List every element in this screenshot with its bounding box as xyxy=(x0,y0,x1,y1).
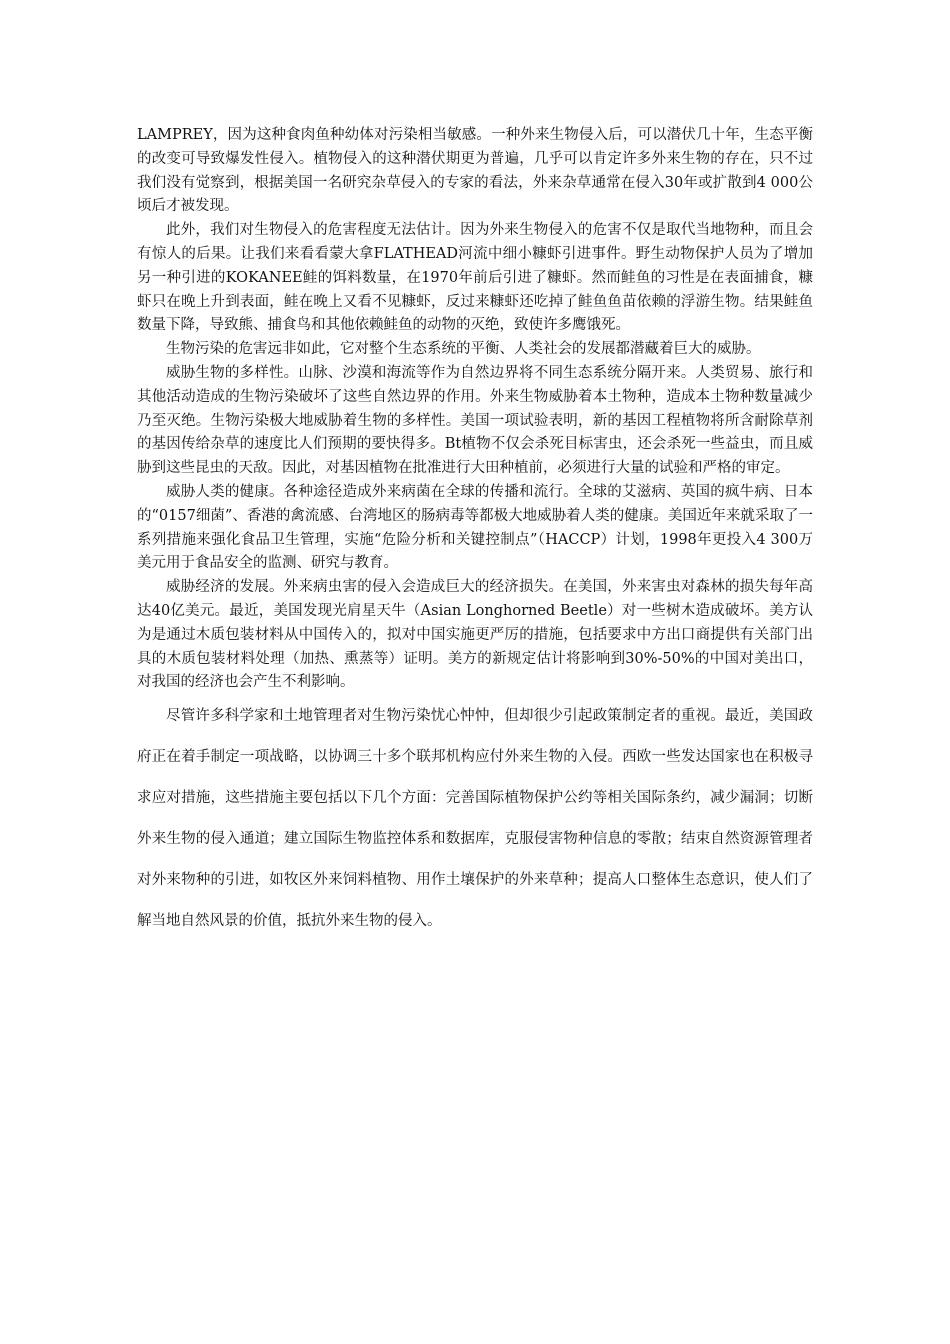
paragraph: 威胁人类的健康。各种途径造成外来病菌在全球的传播和流行。全球的艾滋病、英国的疯牛病、日本的“0157细菌”、香港的禽流感、台湾地区的肠病毒等都极大地威胁着人类的健康。美国近年来就采取了一系列措施来强化食品卫生管理，实施“危险分析和关键控制点”（HACCP）计划，1998年更投入4 300万美元用于食品安全的监测、研究与教育。 xyxy=(137,483,813,572)
paragraph: 此外，我们对生物侵入的危害程度无法估计。因为外来生物侵入的危害不仅是取代当地物种，而且会有惊人的后果。让我们来看看蒙大拿FLATHEAD河流中细小糠虾引进事件。野生动物保护人员为了增加另一种引进的KOKANEE鲑的饵料数量，在1970年前后引进了糠虾。然而鲑鱼的习性是在表面捕食，糠虾只在晚上升到表面，鲑在晚上又看不见糠虾，反过来糠虾还吃掉了鲑鱼鱼苗依赖的浮游生物。结果鲑鱼数量下降，导致熊、捕食鸟和其他依赖鲑鱼的动物的灭绝，致使许多鹰饿死。 xyxy=(137,222,813,334)
paragraph: 威胁经济的发展。外来病虫害的侵入会造成巨大的经济损失。在美国，外来害虫对森林的损失每年高达40亿美元。最近，美国发现光肩星天牛（Asian Longhorned Beetle）对一些树木造成破坏。美方认为是通过木质包装材料从中国传入的，拟对中国实施更严厉的措施，包括要求中方出口商提供有关部门出具的木质包装材料处理（加热、熏蒸等）证明。美方的新规定估计将影响到30%-50%的中国对美出口，对我国的经济也会产生不利影响。 xyxy=(137,579,813,691)
paragraph: 生物污染的危害远非如此，它对整个生态系统的平衡、人类社会的发展都潜藏着巨大的威胁。 xyxy=(166,341,761,358)
paragraph: 尽管许多科学家和土地管理者对生物污染忧心忡忡，但却很少引起政策制定者的重视。最近，美国政府正在着手制定一项战略，以协调三十多个联邦机构应付外来生物的入侵。西欧一些发达国家也在积极寻求应对措施，这些措施主要包括以下几个方面：完善国际植物保护公约等相关国际条约，减少漏洞；切断外来生物的侵入通道；建立国际生物监控体系和数据库，克服侵害物种信息的零散；结束自然资源管理者对外来物种的引进，如牧区外来饲料植物、用作土壤保护的外来草种；提高人口整体生态意识，使人们了解当地自然风景的价值，抵抗外来生物的侵入。 xyxy=(137,708,813,930)
paragraph: LAMPREY，因为这种食肉鱼种幼体对污染相当敏感。一种外来生物侵入后，可以潜伏几十年，生态平衡的改变可导致爆发性侵入。植物侵入的这种潜伏期更为普遍，几乎可以肯定许多外来生物的存在，只不过我们没有觉察到，根据美国一名研究杂草侵入的专家的看法，外来杂草通常在侵入30年或扩散到4 000公顷后才被发现。 xyxy=(137,127,813,215)
paragraph: 威胁生物的多样性。山脉、沙漠和海流等作为自然边界将不同生态系统分隔开来。人类贸易、旅行和其他活动造成的生物污染破坏了这些自然边界的作用。外来生物威胁着本土物种，造成本土物种数量减少乃至灭绝。生物污染极大地威胁着生物的多样性。美国一项试验表明，新的基因工程植物将所含耐除草剂的基因传给杂草的速度比人们预期的要快得多。Bt植物不仅会杀死目标害虫，还会杀死一些益虫，而且威胁到这些昆虫的天敌。因此，对基因植物在批准进行大田种植前，必须进行大量的试验和严格的审定。 xyxy=(137,364,813,477)
document-body xyxy=(137,124,813,942)
